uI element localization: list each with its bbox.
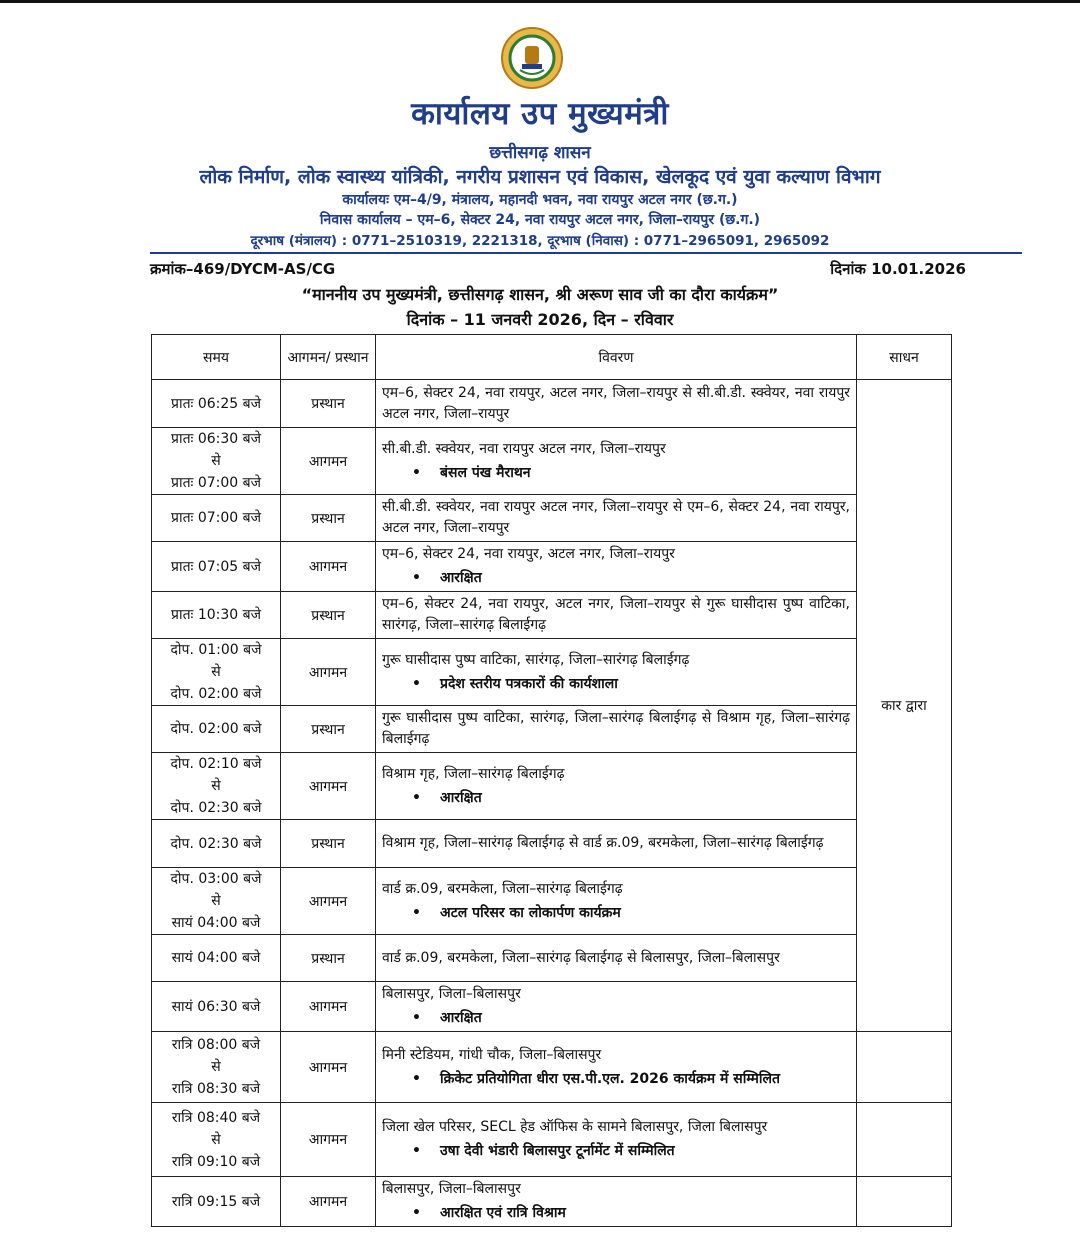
event-text: आरक्षित bbox=[440, 1010, 482, 1026]
time-text: दोप. 02:00 बजे bbox=[170, 686, 262, 702]
bullet-icon: • bbox=[412, 1143, 421, 1159]
bullet-icon: • bbox=[412, 675, 421, 692]
bullet-icon: • bbox=[412, 904, 421, 921]
schedule-body bbox=[152, 380, 952, 1227]
type-cell: आगमन bbox=[281, 428, 376, 495]
time-cell bbox=[152, 592, 281, 639]
location-text: एम–6, सेक्टर 24, नवा रायपुर, अटल नगर, जिला–रायपुर से गुरू घासीदास पुष्प वाटिका, सारंगढ़, जिला–सारंगढ़ बिलाईगढ़ bbox=[382, 596, 850, 633]
state-emblem-icon bbox=[500, 26, 564, 90]
location-text: वार्ड क्र.09, बरमकेला, जिला–सारंगढ़ बिलाईगढ़ से बिलासपुर, जिला–बिलासपुर bbox=[382, 949, 780, 966]
residence-address: निवास कार्यालय – एम–6, सेक्टर 24, नवा रायपुर अटल नगर, जिला–रायपुर (छ.ग.) bbox=[319, 212, 761, 228]
details-cell bbox=[376, 868, 857, 935]
time-text: से bbox=[211, 664, 221, 680]
time-cell bbox=[152, 428, 281, 495]
top-border bbox=[0, 0, 1080, 3]
type-cell: प्रस्थान bbox=[281, 935, 376, 982]
time-text: प्रातः 07:00 बजे bbox=[170, 510, 262, 526]
schedule-date: दिनांक – 11 जनवरी 2026, दिन – रविवार bbox=[406, 310, 674, 329]
time-text: से bbox=[211, 453, 221, 469]
type-cell: प्रस्थान bbox=[281, 706, 376, 753]
schedule-heading: “माननीय उप मुख्यमंत्री, छत्तीसगढ़ शासन, श्री अरूण साव जी का दौरा कार्यक्रम” bbox=[301, 285, 779, 304]
location-text: विश्राम गृह, जिला–सारंगढ़ बिलाईगढ़ से वार्ड क्र.09, बरमकेला, जिला–सारंगढ़ बिलाईगढ़ bbox=[382, 835, 824, 851]
schedule-table bbox=[151, 334, 952, 1227]
time-cell bbox=[152, 706, 281, 753]
time-text: रात्रि 08:40 बजे bbox=[171, 1109, 261, 1126]
time-text: दोप. 02:00 बजे bbox=[170, 721, 262, 737]
time-text: प्रातः 07:00 बजे bbox=[170, 475, 262, 491]
table-row bbox=[152, 935, 952, 982]
details-cell bbox=[376, 935, 857, 982]
type-cell: प्रस्थान bbox=[281, 820, 376, 868]
mode-cell-empty bbox=[857, 1103, 952, 1177]
header-type: आगमन/ प्रस्थान bbox=[281, 335, 376, 380]
location-text: गुरू घासीदास पुष्प वाटिका, सारंगढ़, जिला–सारंगढ़ बिलाईगढ़ bbox=[382, 651, 690, 668]
time-text: प्रातः 07:05 बजे bbox=[170, 558, 262, 575]
type-cell: आगमन bbox=[281, 982, 376, 1032]
time-text: दोप. 02:30 बजे bbox=[170, 800, 262, 816]
time-text: रात्रि 08:00 बजे bbox=[171, 1037, 261, 1053]
details-cell bbox=[376, 592, 857, 639]
time-cell bbox=[152, 1103, 281, 1177]
government-name: छत्तीसगढ़ शासन bbox=[489, 143, 591, 163]
time-text: सायं 04:00 बजे bbox=[171, 915, 261, 931]
type-cell: आगमन bbox=[281, 1177, 376, 1227]
time-cell bbox=[152, 982, 281, 1032]
time-text: से bbox=[211, 1131, 221, 1148]
location-text: जिला खेल परिसर, SECL हेड ऑफिस के सामने बिलासपुर, जिला बिलासपुर bbox=[382, 1119, 768, 1135]
event-item bbox=[382, 1203, 850, 1224]
location-text: गुरू घासीदास पुष्प वाटिका, सारंगढ़, जिला–सारंगढ़ बिलाईगढ़ से विश्राम गृह, जिला–सारंगढ़ बिलाईगढ़ bbox=[382, 710, 850, 747]
location-text: सी.बी.डी. स्क्वेयर, नवा रायपुर अटल नगर, जिला–रायपुर से एम–6, सेक्टर 24, नवा रायपुर, अटल नगर, जिला–रायपुर bbox=[382, 499, 850, 536]
details-cell bbox=[376, 542, 857, 592]
table-row bbox=[152, 592, 952, 639]
time-text: से bbox=[211, 1059, 221, 1075]
details-cell bbox=[376, 639, 857, 706]
header-mode: साधन bbox=[857, 335, 952, 380]
time-cell bbox=[152, 542, 281, 592]
location-text: विश्राम गृह, जिला–सारंगढ़ बिलाईगढ़ bbox=[382, 765, 565, 782]
event-text: आरक्षित bbox=[440, 789, 482, 806]
mode-cell: कार द्वारा bbox=[857, 380, 952, 1032]
office-title: कार्यालय उप मुख्यमंत्री bbox=[411, 96, 669, 132]
table-row bbox=[152, 1177, 952, 1227]
details-cell bbox=[376, 495, 857, 542]
time-text: दोप. 03:00 बजे bbox=[170, 871, 262, 887]
time-text: दोप. 01:00 बजे bbox=[170, 642, 262, 658]
time-text: से bbox=[211, 893, 221, 909]
type-cell: आगमन bbox=[281, 1032, 376, 1103]
time-cell bbox=[152, 868, 281, 935]
location-text: वार्ड क्र.09, बरमकेला, जिला–सारंगढ़ बिलाईगढ़ bbox=[382, 880, 623, 897]
type-cell: प्रस्थान bbox=[281, 495, 376, 542]
event-text: बंसल पंख मैराथन bbox=[440, 464, 531, 481]
letter-date: दिनांक 10.01.2026 bbox=[830, 260, 966, 278]
time-cell bbox=[152, 495, 281, 542]
reference-number: क्रमांक–469/DYCM-AS/CG bbox=[150, 260, 336, 278]
details-cell bbox=[376, 1103, 857, 1177]
bullet-icon: • bbox=[412, 789, 421, 806]
type-cell: आगमन bbox=[281, 542, 376, 592]
bullet-icon: • bbox=[412, 1010, 421, 1026]
location-text: एम–6, सेक्टर 24, नवा रायपुर, अटल नगर, जिला–रायपुर से सी.बी.डी. स्क्वेयर, नवा रायपुर अटल नगर, जिला–रायपुर bbox=[382, 384, 850, 422]
details-cell bbox=[376, 753, 857, 820]
bullet-icon: • bbox=[412, 570, 421, 586]
details-cell bbox=[376, 428, 857, 495]
type-cell: आगमन bbox=[281, 868, 376, 935]
bullet-icon: • bbox=[412, 464, 421, 481]
type-cell: प्रस्थान bbox=[281, 592, 376, 639]
event-item bbox=[382, 1069, 850, 1090]
details-cell bbox=[376, 820, 857, 868]
event-item bbox=[382, 1141, 850, 1162]
details-cell bbox=[376, 706, 857, 753]
time-text: रात्रि 08:30 बजे bbox=[171, 1081, 261, 1097]
mode-cell-empty bbox=[857, 1032, 952, 1103]
event-text: आरक्षित एवं रात्रि विश्राम bbox=[440, 1205, 566, 1221]
table-row bbox=[152, 1103, 952, 1177]
event-text: आरक्षित bbox=[440, 570, 482, 586]
table-row bbox=[152, 380, 952, 428]
event-item bbox=[382, 788, 850, 809]
event-text: अटल परिसर का लोकार्पण कार्यक्रम bbox=[440, 904, 621, 921]
time-cell bbox=[152, 1177, 281, 1227]
time-text: प्रातः 06:25 बजे bbox=[170, 395, 262, 412]
office-address: कार्यालयः एम–4/9, मंत्रालय, महानदी भवन, नवा रायपुर अटल नगर (छ.ग.) bbox=[342, 192, 738, 208]
table-row bbox=[152, 1032, 952, 1103]
location-text: सी.बी.डी. स्क्वेयर, नवा रायपुर अटल नगर, जिला–रायपुर bbox=[382, 440, 666, 457]
table-row bbox=[152, 753, 952, 820]
event-item bbox=[382, 463, 850, 484]
table-header-row bbox=[152, 335, 952, 380]
table-row bbox=[152, 982, 952, 1032]
event-text: क्रिकेट प्रतियोगिता धीरा एस.पी.एल. 2026 कार्यक्रम में सम्मिलित bbox=[440, 1070, 781, 1087]
table-row bbox=[152, 820, 952, 868]
event-item bbox=[382, 903, 850, 924]
time-text: प्रातः 06:30 बजे bbox=[170, 431, 262, 447]
location-text: मिनी स्टेडियम, गांधी चौक, जिला–बिलासपुर bbox=[382, 1046, 602, 1063]
time-text: सायं 04:00 बजे bbox=[171, 950, 261, 966]
type-cell: आगमन bbox=[281, 1103, 376, 1177]
details-cell bbox=[376, 982, 857, 1032]
header-details: विवरण bbox=[376, 335, 857, 380]
details-cell bbox=[376, 1032, 857, 1103]
mode-cell-empty bbox=[857, 1177, 952, 1227]
time-text: रात्रि 09:10 बजे bbox=[171, 1153, 261, 1170]
time-cell bbox=[152, 639, 281, 706]
time-cell bbox=[152, 1032, 281, 1103]
type-cell: आगमन bbox=[281, 639, 376, 706]
time-cell bbox=[152, 380, 281, 428]
time-text: सायं 06:30 बजे bbox=[171, 998, 261, 1015]
table-row bbox=[152, 868, 952, 935]
event-item bbox=[382, 568, 850, 589]
event-item bbox=[382, 1008, 850, 1029]
details-cell bbox=[376, 1177, 857, 1227]
table-row bbox=[152, 706, 952, 753]
type-cell: आगमन bbox=[281, 753, 376, 820]
time-text: दोप. 02:30 बजे bbox=[170, 835, 262, 852]
time-text: दोप. 02:10 बजे bbox=[170, 756, 262, 772]
header-divider bbox=[150, 252, 1022, 254]
details-cell bbox=[376, 380, 857, 428]
time-cell bbox=[152, 820, 281, 868]
header-time: समय bbox=[152, 335, 281, 380]
phone-numbers: दूरभाष (मंत्रालय) : 0771–2510319, 2221318, दूरभाष (निवास) : 0771–2965091, 2965092 bbox=[250, 233, 830, 249]
table-row bbox=[152, 639, 952, 706]
event-text: उषा देवी भंडारी बिलासपुर टूर्नामेंट में सम्मिलित bbox=[440, 1143, 675, 1159]
type-cell: प्रस्थान bbox=[281, 380, 376, 428]
table-row bbox=[152, 428, 952, 495]
location-text: एम–6, सेक्टर 24, नवा रायपुर, अटल नगर, जिला–रायपुर bbox=[382, 546, 675, 562]
table-row bbox=[152, 495, 952, 542]
bullet-icon: • bbox=[412, 1070, 421, 1087]
event-item bbox=[382, 674, 850, 695]
bullet-icon: • bbox=[412, 1205, 421, 1221]
location-text: बिलासपुर, जिला–बिलासपुर bbox=[382, 986, 521, 1002]
time-text: रात्रि 09:15 बजे bbox=[171, 1193, 261, 1210]
table-row bbox=[152, 542, 952, 592]
time-text: प्रातः 10:30 बजे bbox=[170, 607, 262, 623]
location-text: बिलासपुर, जिला–बिलासपुर bbox=[382, 1181, 521, 1197]
time-cell bbox=[152, 753, 281, 820]
event-text: प्रदेश स्तरीय पत्रकारों की कार्यशाला bbox=[440, 675, 618, 692]
time-text: से bbox=[211, 778, 221, 794]
time-cell bbox=[152, 935, 281, 982]
departments-line: लोक निर्माण, लोक स्वास्थ्य यांत्रिकी, नगरीय प्रशासन एवं विकास, खेलकूद एवं युवा कल्याण विभाग bbox=[199, 166, 881, 188]
